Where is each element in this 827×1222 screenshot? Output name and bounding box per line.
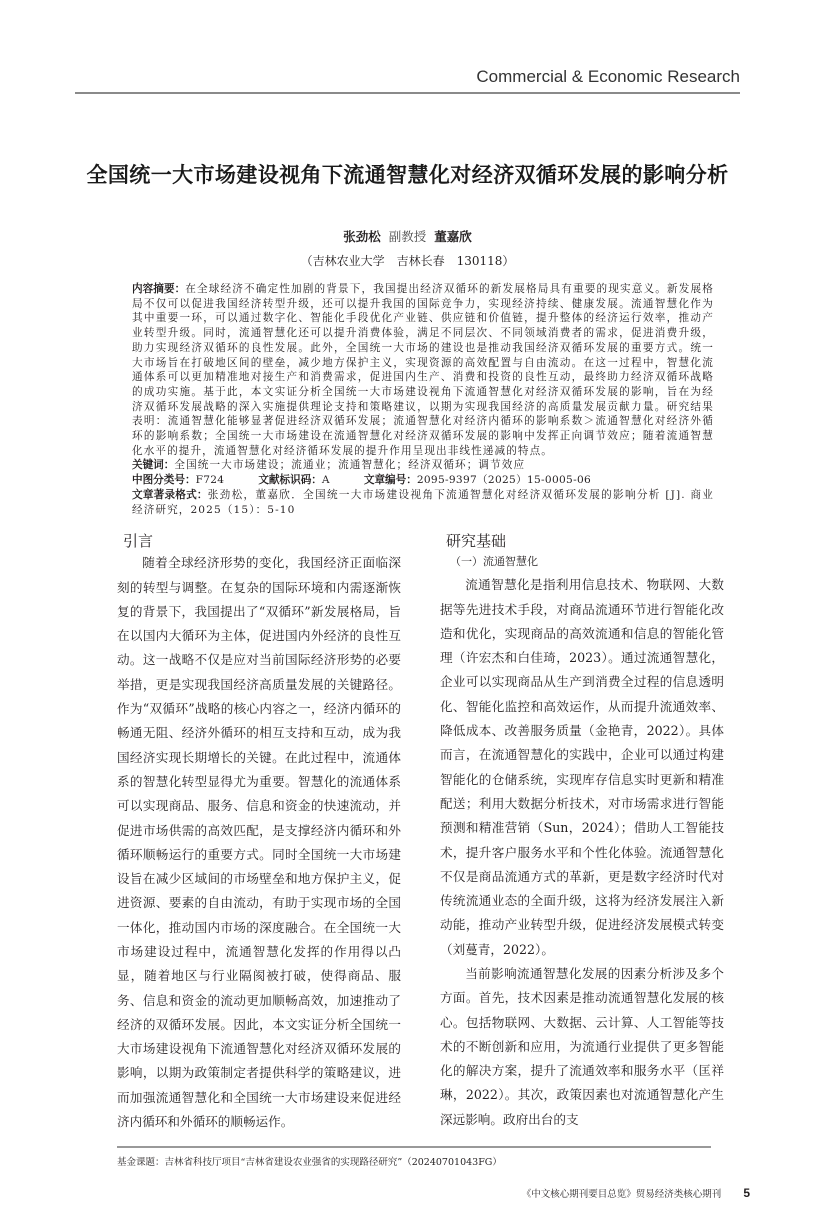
journal-name-header: Commercial & Economic Research [476,67,740,86]
abstract-text: 在全球经济不确定性加剧的背景下，我国提出经济双循环的新发展格局具有重要的现实意义。新发展格局不仅可以促进我国经济转型升级，还可以提升我国的国际竞争力，实现经济持续、健康发展。流通智慧化作为其中重要一环，可以通过数字化、智能化手段优化产业链、供应链和价值链，提升整体的经济运行效率，推动产业转型升级。同时，流通智慧化还可以提升消费体验，满足不同层次、不同领域消费者的需求，促进消费升级，助力实现经济双循环的良性发展。此外，全国统一大市场的建设也是推动我国经济双循环发展的重要方式。统一大市场旨在打破地区间的壁垒，减少地方保护主义，实现资源的高效配置与自由流动。在这一过程中，智慧化流通体系可以更加精准地对接生产和消费需求，促进国内生产、消费和投资的良性互动，最终助力经济双循环战略的成功实施。基于此，本文实证分析全国统一大市场建设视角下流通智慧化对经济双循环发展的影响，旨在为经济双循环发展战略的深入实施提供理论支持和策略建议，以期为实现我国经济的高质量发展贡献力量。研究结果表明：流通智慧化能够显著促进经济双循环发展；流通智慧化对经济内循环的影响系数＞流通智慧化对经济外循环的影响系数；全国统一大市场建设在流通智慧化对经济双循环发展的影响中发挥正向调节效应；随着流通智慧化水平的提升，流通智慧化对经济循环发展的提升作用呈现出非线性递减的特点。 [132,283,715,457]
citation [132,488,714,517]
page-number: 5 [743,1186,750,1201]
doc-code-label: 文献标识码： [258,474,322,487]
citation-label: 文章著录格式： [132,488,208,501]
section-heading-introduction: 引言 [123,532,154,551]
paper-title: 全国统一大市场建设视角下流通智慧化对经济双循环发展的影响分析 [86,163,729,187]
abstract-block [132,282,714,517]
article-no-label: 文章编号： [363,474,417,487]
keywords-label: 关键词： [132,459,175,472]
affiliation: （吉林农业大学 吉林长春 130118） [300,254,515,268]
footer [75,1186,750,1202]
subsection-heading: （一）流通智慧化 [450,555,538,569]
clc-label: 中图分类号： [132,474,196,487]
author-name: 张劲松 [343,229,381,244]
fund-footnote: 基金课题：吉林省科技厅项目“吉林省建设农业强省的实现路径研究”（20240701043FG） [117,1157,502,1169]
right-column [440,531,724,1132]
paragraph: 随着全球经济形势的变化，我国经济正面临深刻的转型与调整。在复杂的国际环境和内需逐渐恢复的背景下，我国提出了“双循环”新发展格局，旨在以国内大循环为主体，促进国内外经济的良性互动。这一战略不仅是应对当前国际经济形势的必要举措，更是实现我国经济高质量发展的关键路径。作为“双循环”战略的核心内容之一，经济内循环的畅通无阻、经济外循环的相互支持和互动，成为我国经济实现长期增长的关键。在此过程中，流通体系的智慧化转型显得尤为重要。智慧化的流通体系可以实现商品、服务、信息和资金的快速流动，并促进市场供需的高效匹配，是支撑经济内循环和外循环顺畅运行的重要方式。同时全国统一大市场建设旨在减少区域间的市场壁垒和地方保护主义，促进资源、要素的自由流动，有助于实现市场的全国一体化，推动国内市场的深度融合。在全国统一大市场建设过程中，流通智慧化发挥的作用得以凸显，随着地区与行业隔阂被打破，使得商品、服务、信息和资金的流动更加顺畅高效，加速推动了经济的双循环发展。因此，本文实证分析全国统一大市场建设视角下流通智慧化对经济双循环发展的影响，以期为政策制定者提供科学的策略建议，进而加强流通智慧化和全国统一大市场建设来促进经济内循环和外循环的顺畅运作。 [117,555,401,1130]
section-heading-research-basis: 研究基础 [446,532,507,551]
author-rank: 副教授 [388,229,427,244]
paragraph: 当前影响流通智慧化发展的因素分析涉及多个方面。首先，技术因素是推动流通智慧化发展的核心。包括物联网、大数据、云计算、人工智能等技术的不断创新和应用，为流通行业提供了更多智能化的解决方案，提升了流通效率和服务水平（匡祥琳，2022）。其次，政策因素也对流通智慧化产生深远影响。政府出台的支 [440,966,724,1127]
paragraph: 流通智慧化是指利用信息技术、物联网、大数据等先进技术手段，对商品流通环节进行智能化改造和优化，实现商品的高效流通和信息的智能化管理（许宏杰和白佳琦，2023）。通过流通智慧化，企业可以实现商品从生产到消费全过程的信息透明化、智能化监控和高效运作，从而提升流通效率、降低成本、改善服务质量（金艳青，2022）。具体而言，在流通智慧化的实践中，企业可以通过构建智能化的仓储系统，实现库存信息实时更新和精准配送；利用大数据分析技术，对市场需求进行智能预测和精准营销（Sun，2024）；借助人工智能技术，提升客户服务水平和个性化体验。流通智慧化不仅是商品流通方式的革新，更是数字经济时代对传统流通业态的全面升级，这将为经济发展注入新动能，推动产业转型升级，促进经济发展模式转变（刘蔓青，2022）。 [440,577,724,957]
doc-code-value: A [321,474,330,487]
left-column [117,531,401,1134]
footer-journal-index: 《中文核心期刊要目总览》贸易经济类核心期刊 [521,1189,722,1201]
author-name: 董嘉欣 [434,229,472,244]
classification-line [132,473,714,488]
article-no-value: 2095-9397（2025）15-0005-06 [416,474,592,487]
citation-text: 张劲松，董嘉欣．全国统一大市场建设视角下流通智慧化对经济双循环发展的影响分析 [J]. 商业经济研究，2025（15）：5-10 [132,488,715,516]
keywords-text: 全国统一大市场建设；流通业；流通智慧化；经济双循环；调节效应 [174,459,526,472]
body-columns [117,531,740,1134]
header-rule [75,92,740,94]
keywords [132,458,714,473]
clc-value: F724 [195,474,225,487]
footnote-rule [117,1146,711,1148]
abstract [132,282,714,458]
abstract-label: 内容摘要： [132,283,186,295]
authors [75,228,740,246]
